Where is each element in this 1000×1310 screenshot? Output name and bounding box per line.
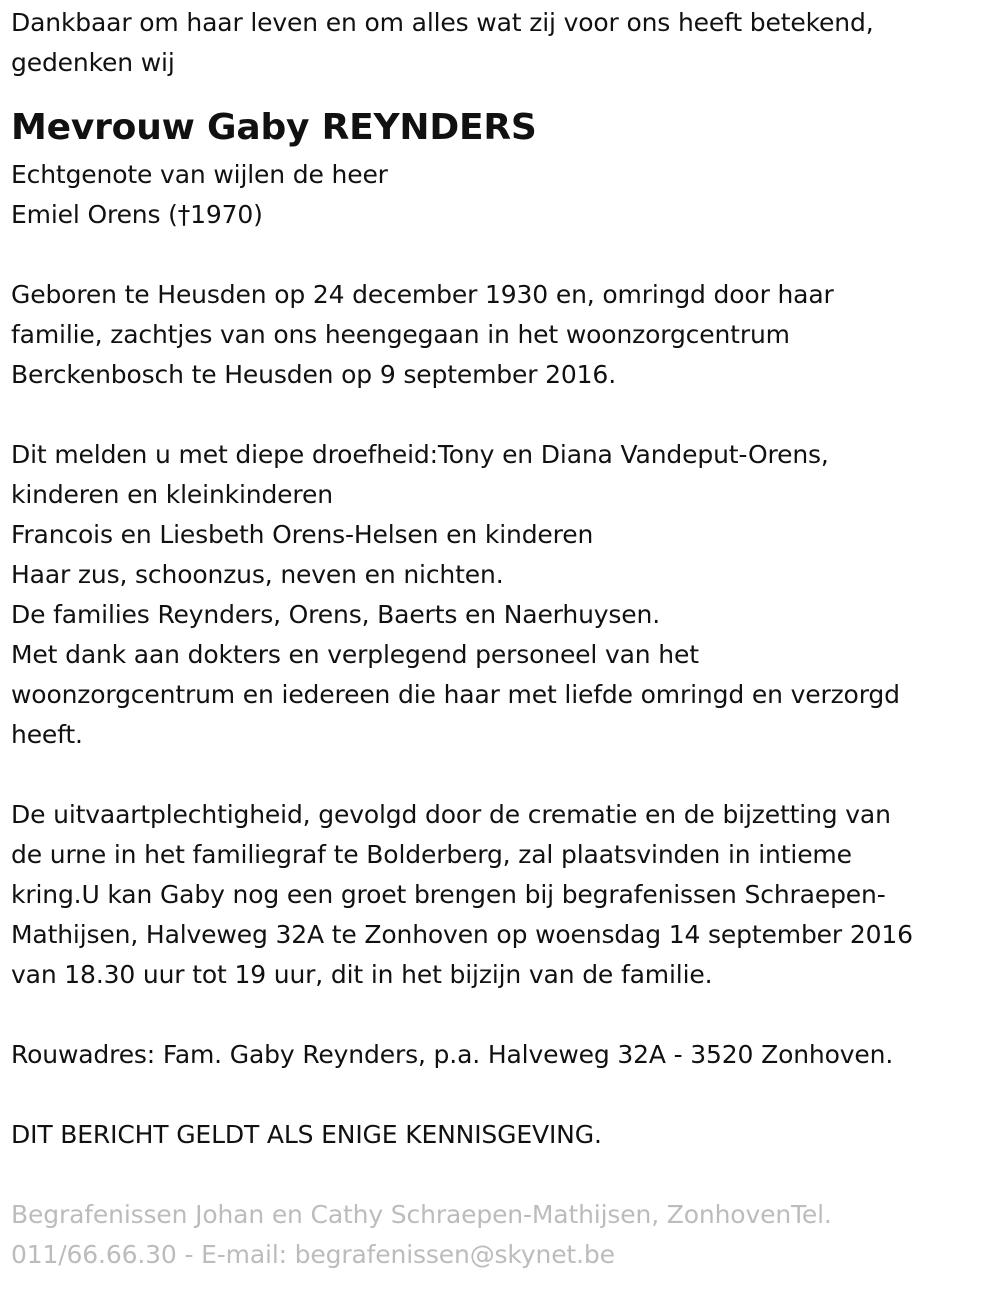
paragraph-line: Berckenbosch te Heusden op 9 september 2016. (11, 360, 616, 389)
funeral-home-footer (11, 1195, 991, 1275)
birth-death-paragraph (11, 275, 991, 395)
paragraph-line: de urne in het familiegraf te Bolderberg, zal plaatsvinden in intieme (11, 840, 852, 869)
spacer (11, 995, 991, 1035)
intro-line: Dankbaar om haar leven en om alles wat zij voor ons heeft betekend, (11, 8, 874, 37)
notice-statement: DIT BERICHT GELDT ALS ENIGE KENNISGEVING. (11, 1120, 602, 1149)
spacer (11, 1075, 991, 1115)
paragraph-line: Geboren te Heusden op 24 december 1930 en, omringd door haar (11, 280, 834, 309)
spacer (11, 395, 991, 435)
paragraph-line: kring.U kan Gaby nog een groet brengen bij begrafenissen Schraepen- (11, 880, 886, 909)
mourning-address: Rouwadres: Fam. Gaby Reynders, p.a. Halveweg 32A - 3520 Zonhoven. (11, 1040, 894, 1069)
paragraph-line: woonzorgcentrum en iedereen die haar met liefde omringd en verzorgd (11, 680, 900, 709)
intro-line: gedenken wij (11, 48, 175, 77)
spouse-line: Echtgenote van wijlen de heer (11, 160, 388, 189)
paragraph-line: van 18.30 uur tot 19 uur, dit in het bijzijn van de familie. (11, 960, 713, 989)
spacer (11, 1155, 991, 1195)
paragraph-line: heeft. (11, 720, 83, 749)
deceased-name: Mevrouw Gaby REYNDERS (11, 107, 537, 148)
footer-line: Begrafenissen Johan en Cathy Schraepen-Mathijsen, ZonhovenTel. (11, 1200, 832, 1229)
death-notice (11, 0, 991, 1275)
ceremony-paragraph (11, 795, 991, 995)
paragraph-line: Francois en Liesbeth Orens-Helsen en kinderen (11, 520, 594, 549)
paragraph-line: Met dank aan dokters en verplegend personeel van het (11, 640, 699, 669)
paragraph-line: Mathijsen, Halveweg 32A te Zonhoven op woensdag 14 september 2016 (11, 920, 913, 949)
paragraph-line: Dit melden u met diepe droefheid:Tony en Diana Vandeput-Orens, (11, 440, 829, 469)
intro-text (11, 3, 991, 83)
spacer (11, 755, 991, 795)
paragraph-line: De families Reynders, Orens, Baerts en Naerhuysen. (11, 600, 661, 629)
paragraph-line: familie, zachtjes van ons heengegaan in het woonzorgcentrum (11, 320, 790, 349)
paragraph-line: Haar zus, schoonzus, neven en nichten. (11, 560, 504, 589)
footer-line: 011/66.66.30 - E-mail: begrafenissen@skynet.be (11, 1240, 615, 1269)
spouse-line: Emiel Orens (†1970) (11, 200, 263, 229)
paragraph-line: kinderen en kleinkinderen (11, 480, 333, 509)
spacer (11, 235, 991, 275)
paragraph-line: De uitvaartplechtigheid, gevolgd door de crematie en de bijzetting van (11, 800, 891, 829)
spouse-info (11, 155, 991, 235)
mourners-paragraph (11, 435, 991, 755)
